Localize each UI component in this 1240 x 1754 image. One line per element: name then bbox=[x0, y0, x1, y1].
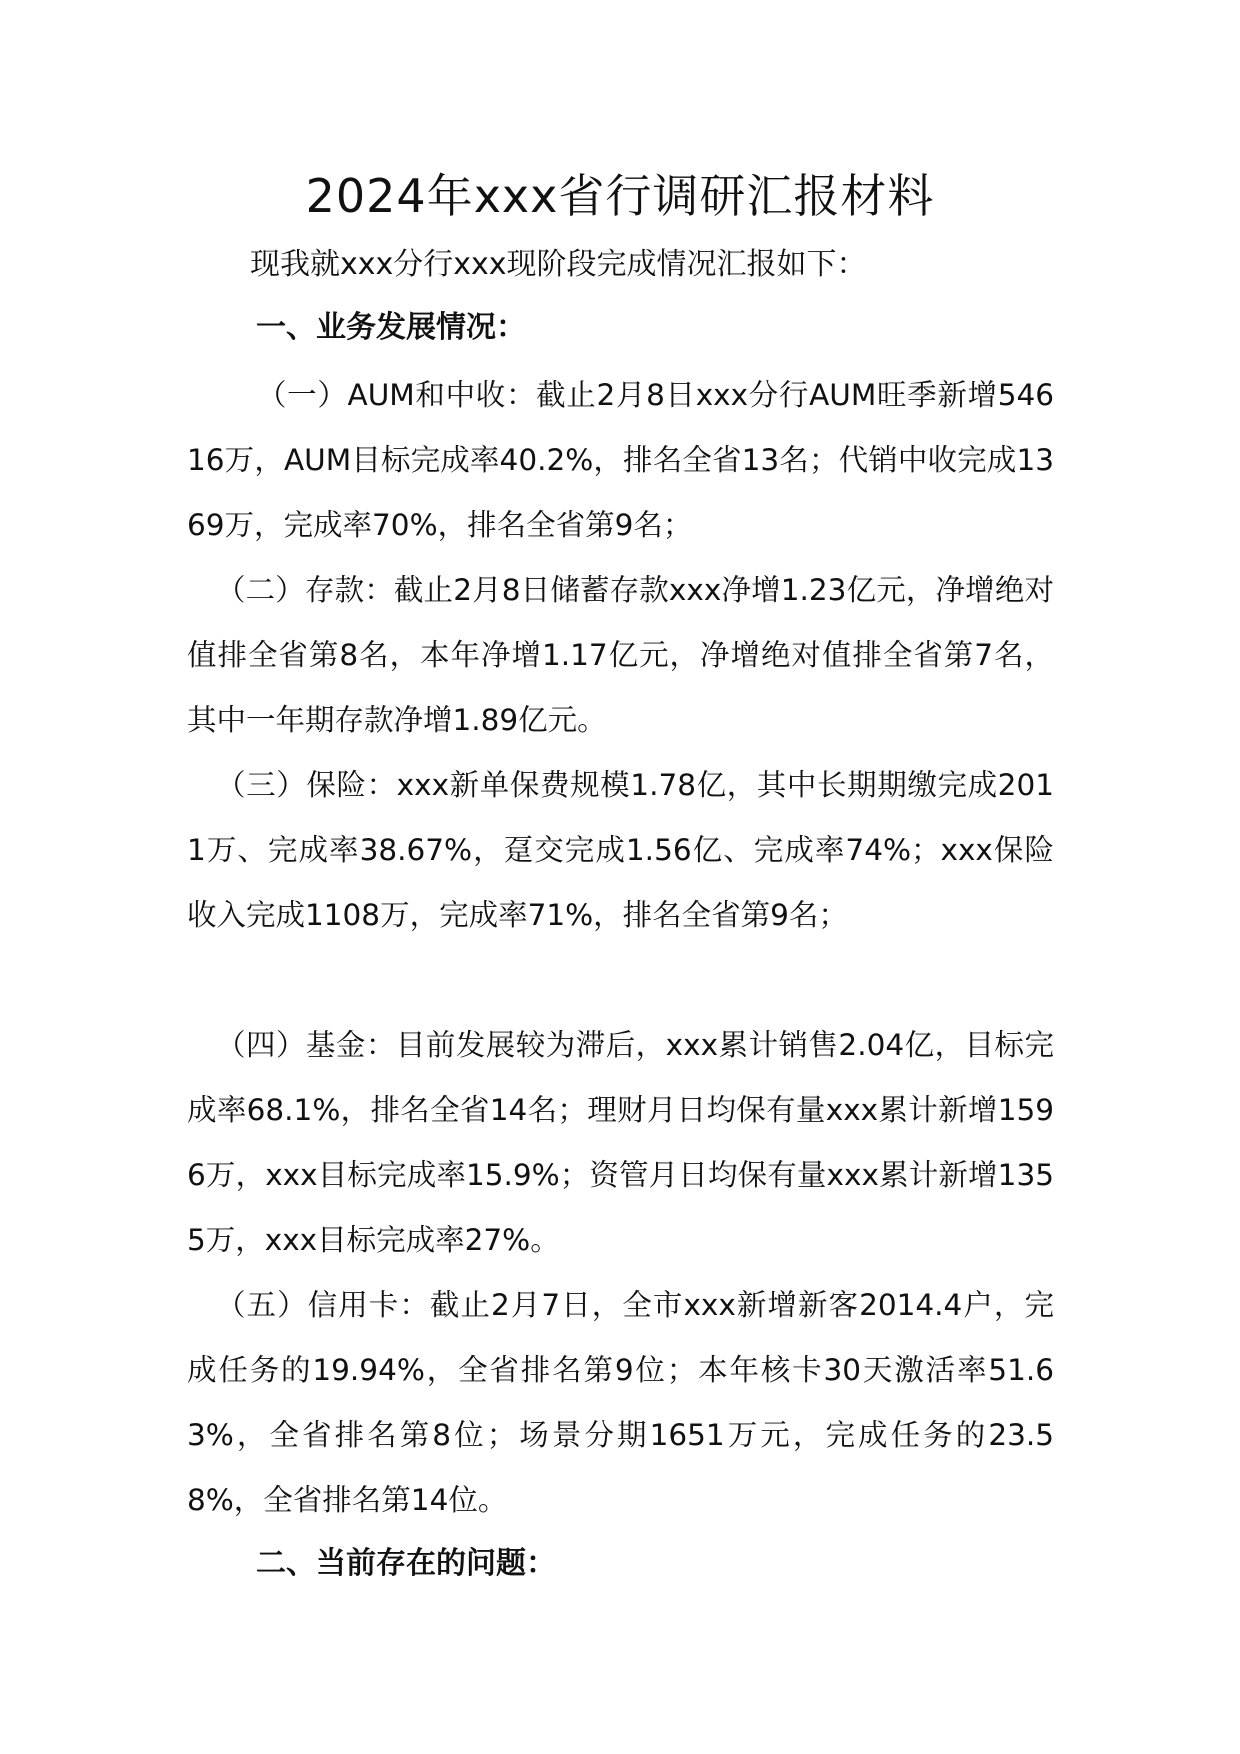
paragraph-deposits: （二）存款：截止2月8日储蓄存款xxx净增1.23亿元，净增绝对值排全省第8名，本年净增1.17亿元，净增绝对值排全省第7名，其中一年期存款净增1.89亿元。 bbox=[187, 573, 1054, 737]
section-heading-current-problems: 二、当前存在的问题： bbox=[256, 1546, 556, 1581]
intro-text: 现我就xxx分行xxx现阶段完成情况汇报如下： bbox=[250, 247, 867, 282]
paragraph-funds: （四）基金：目前发展较为滞后，xxx累计销售2.04亿，目标完成率68.1%，排名全省14名；理财月日均保有量xxx累计新增1596万，xxx目标完成率15.9%；资管月日均保有量xxx累计新增1355万，xxx目标完成率27%。 bbox=[187, 1028, 1054, 1257]
section-heading-business-development: 一、业务发展情况： bbox=[256, 310, 526, 345]
paragraph-credit-card: （五）信用卡：截止2月7日，全市xxx新增新客2014.4户，完成任务的19.94%，全省排名第9位；本年核卡30天激活率51.63%，全省排名第8位；场景分期1651万元，完成任务的23.58%，全省排名第14位。 bbox=[187, 1288, 1054, 1517]
paragraph-aum-fee-income: （一）AUM和中收：截止2月8日xxx分行AUM旺季新增54616万，AUM目标完成率40.2%，排名全省13名；代销中收完成1369万，完成率70%，排名全省第9名； bbox=[187, 378, 1054, 542]
paragraph-insurance: （三）保险：xxx新单保费规模1.78亿，其中长期期缴完成2011万、完成率38.67%，趸交完成1.56亿、完成率74%；xxx保险收入完成1108万，完成率71%，排名全省第9名； bbox=[187, 768, 1054, 932]
document-title: 2024年xxx省行调研汇报材料 bbox=[305, 169, 935, 223]
